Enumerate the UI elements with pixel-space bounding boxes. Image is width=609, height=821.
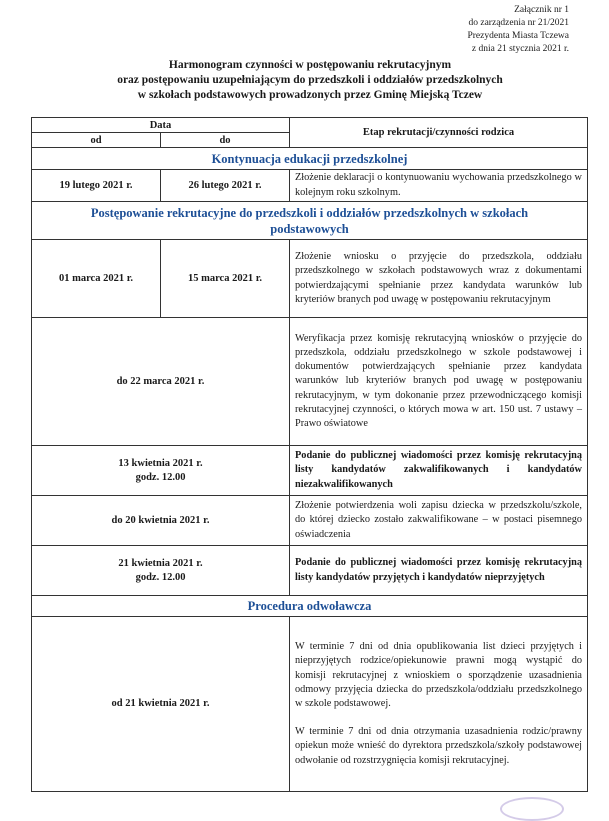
table-row — [32, 240, 588, 318]
row7-desc — [290, 617, 588, 792]
row2-desc: Złożenie wniosku o przyjęcie do przedszkola, oddziału przedszkolnego w szkołach podstawowych wraz z dokumentami potwierdzającymi spełnianie przez kandydata warunków lub kryteriów branych pod uwagę w postępowaniu rekrutacyjnym — [290, 240, 588, 318]
row5-desc: Złożenie potwierdzenia woli zapisu dziecka w przedszkolu/szkole, do której dziecko zostało zakwalifikowane – w postaci pisemnego oświadczenia — [290, 496, 588, 546]
attachment-line-2: do zarządzenia nr 21/2021 — [468, 18, 569, 28]
row7-desc-paragraph-1: W terminie 7 dni od dnia opublikowania list dzieci przyjętych i nieprzyjętych rodzice/opiekunowie prawni mogą wystąpić do komisji rekrutacyjnej z wnioskiem o sporządzenie uzasadnienia odmowy przyjęcia dziecka do przedszkola/oddziału przedszkolnego w szkole podstawowej. — [295, 641, 582, 709]
table-row — [32, 546, 588, 596]
row4-date: 13 kwietnia 2021 r. — [118, 457, 203, 469]
header-to: do — [161, 133, 290, 148]
row6-date-cell — [32, 546, 290, 596]
header-date: Data — [32, 118, 290, 133]
row6-time: godz. 12.00 — [135, 571, 186, 583]
title-line-3: w szkołach podstawowych prowadzonych przez Gminę Miejską Tczew — [137, 89, 483, 101]
attachment-note — [467, 4, 569, 56]
row6-date: 21 kwietnia 2021 r. — [118, 557, 203, 569]
row4-date-cell — [32, 446, 290, 496]
row2-to: 15 marca 2021 r. — [161, 240, 290, 318]
row3-desc: Weryfikacja przez komisję rekrutacyjną wniosków o przyjęcie do przedszkola, oddziału przedszkolnego w szkole podstawowej i dokumentów potwierdzających spełnianie przez kandydata warunków lub kryteriów branych pod uwagę w postępowaniu rekrutacyjnym, w tym dokonanie przez przewodniczącego komisji rekrutacyjnej czynności, o których mowa w art. 150 ust. 7 ustawy – Prawo oświatowe — [290, 318, 588, 446]
row4-desc: Podanie do publicznej wiadomości przez komisję rekrutacyjną listy kandydatów zakwalifikowanych i kandydatów niezakwalifikowanych — [290, 446, 588, 496]
table-row — [32, 170, 588, 202]
row1-desc: Złożenie deklaracji o kontynuowaniu wychowania przedszkolnego w kolejnym roku szkolnym. — [290, 170, 588, 202]
table-row — [32, 617, 588, 792]
title-line-2: oraz postępowaniu uzupełniającym do przedszkoli i oddziałów przedszkolnych — [117, 74, 503, 86]
section-heading-appeal: Procedura odwoławcza — [32, 596, 588, 617]
row4-time: godz. 12.00 — [135, 471, 186, 483]
header-row-1 — [32, 118, 588, 133]
header-stage: Etap rekrutacji/czynności rodzica — [290, 118, 588, 148]
section-row — [32, 148, 588, 170]
row1-from: 19 lutego 2021 r. — [32, 170, 161, 202]
table-row — [32, 496, 588, 546]
row2-from: 01 marca 2021 r. — [32, 240, 161, 318]
title-line-1: Harmonogram czynności w postępowaniu rekrutacyjnym — [168, 59, 452, 71]
stamp-mark — [500, 797, 564, 821]
attachment-line-1: Załącznik nr 1 — [514, 5, 569, 15]
section-heading-continuation: Kontynuacja edukacji przedszkolnej — [32, 148, 588, 170]
section-heading-recruitment: Postępowanie rekrutacyjne do przedszkoli i oddziałów przedszkolnych w szkołach podstawowych — [32, 202, 588, 240]
attachment-line-4: z dnia 21 stycznia 2021 r. — [471, 44, 569, 54]
section-row — [32, 596, 588, 617]
section-row — [32, 202, 588, 240]
row6-desc: Podanie do publicznej wiadomości przez komisję rekrutacyjną listy kandydatów przyjętych i kandydatów nieprzyjętych — [290, 546, 588, 596]
document-title — [60, 58, 560, 103]
header-from: od — [32, 133, 161, 148]
row5-date: do 20 kwietnia 2021 r. — [32, 496, 290, 546]
table-row — [32, 446, 588, 496]
row1-to: 26 lutego 2021 r. — [161, 170, 290, 202]
row7-date: od 21 kwietnia 2021 r. — [32, 617, 290, 792]
row7-desc-paragraph-2: W terminie 7 dni od dnia otrzymania uzasadnienia rodzic/prawny opiekun może wnieść do dyrektora przedszkola/szkoły podstawowej odwołanie od rozstrzygnięcia komisji rekrutacyjnej. — [295, 726, 582, 766]
row3-date: do 22 marca 2021 r. — [32, 318, 290, 446]
attachment-line-3: Prezydenta Miasta Tczewa — [467, 31, 569, 41]
table-row — [32, 318, 588, 446]
schedule-table — [31, 117, 588, 792]
